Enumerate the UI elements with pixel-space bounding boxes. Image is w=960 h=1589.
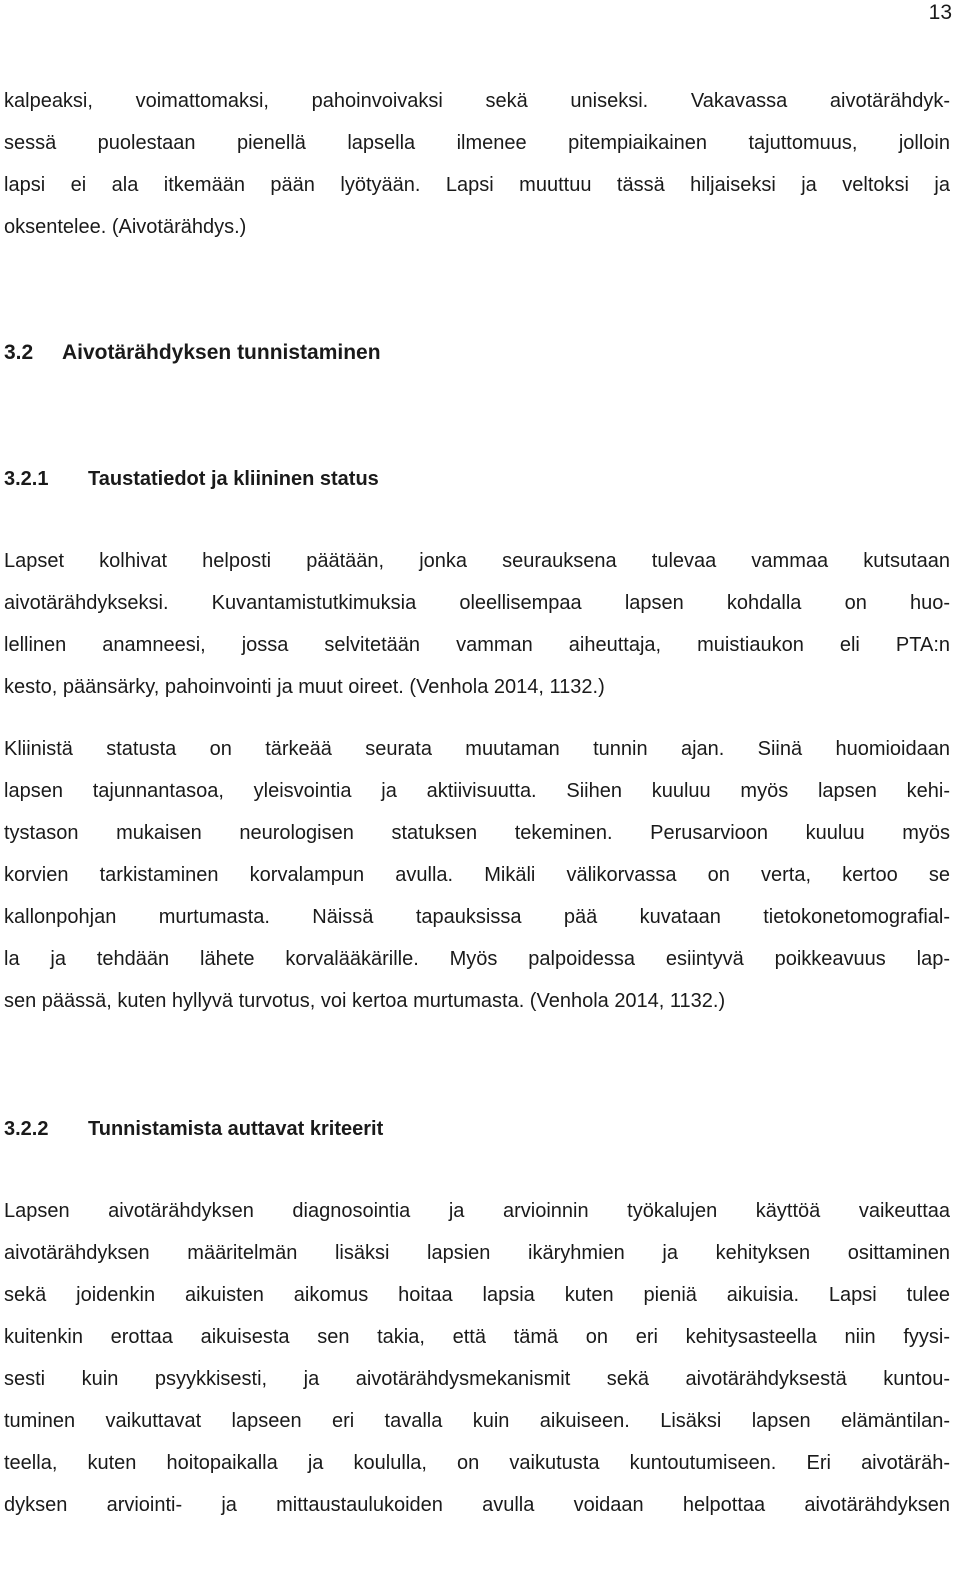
text-line: oksentelee. (Aivotärähdys.) xyxy=(4,216,247,238)
section-number: 3.2.2 xyxy=(4,1118,49,1140)
text-line: aivotärähdykseksi. Kuvantamistutkimuksia oleellisempaa lapsen kohdalla on huo- xyxy=(4,592,950,614)
text-line: kallonpohjan murtumasta. Näissä tapauksissa pää kuvataan tietokonetomografial- xyxy=(4,906,950,928)
text-line: tystason mukaisen neurologisen statuksen tekeminen. Perusarvioon kuuluu myös xyxy=(4,822,950,844)
paragraph xyxy=(4,1190,950,1526)
text-line: sessä puolestaan pienellä lapsella ilmenee pitempiaikainen tajuttomuus, jolloin xyxy=(4,132,950,154)
text-line: sekä joidenkin aikuisten aikomus hoitaa lapsia kuten pieniä aikuisia. Lapsi tulee xyxy=(4,1284,950,1306)
text-line: sen päässä, kuten hyllyvä turvotus, voi kertoa murtumasta. (Venhola 2014, 1132.) xyxy=(4,990,726,1012)
intro-paragraph xyxy=(4,80,950,248)
text-line: teella, kuten hoitopaikalla ja koululla, on vaikutusta kuntoutumiseen. Eri aivotäräh- xyxy=(4,1452,950,1474)
text-line: lapsi ei ala itkemään pään lyötyään. Lapsi muuttuu tässä hiljaiseksi ja veltoksi ja xyxy=(4,174,950,196)
document-body xyxy=(4,80,950,1526)
text-line: lellinen anamneesi, jossa selvitetään vamman aiheuttaja, muistiaukon eli PTA:n xyxy=(4,634,950,656)
section-title: Tunnistamista auttavat kriteerit xyxy=(88,1118,384,1140)
paragraph xyxy=(4,728,950,1022)
text-line: lapsen tajunnantasoa, yleisvointia ja aktiivisuutta. Siihen kuuluu myös lapsen kehi- xyxy=(4,780,950,802)
text-line: Kliinistä statusta on tärkeää seurata muutaman tunnin ajan. Siinä huomioidaan xyxy=(4,738,950,760)
text-line: kalpeaksi, voimattomaksi, pahoinvoivaksi sekä uniseksi. Vakavassa aivotärähdyk- xyxy=(4,90,950,112)
section-title: Aivotärähdyksen tunnistaminen xyxy=(62,341,381,364)
section-heading-3-2-2 xyxy=(4,1108,950,1150)
text-line: kesto, päänsärky, pahoinvointi ja muut oireet. (Venhola 2014, 1132.) xyxy=(4,676,605,698)
text-line: sesti kuin psyykkisesti, ja aivotärähdysmekanismit sekä aivotärähdyksestä kuntou- xyxy=(4,1368,950,1390)
section-title: Taustatiedot ja kliininen status xyxy=(88,468,379,490)
section-number: 3.2 xyxy=(4,341,34,364)
text-line: aivotärähdyksen määritelmän lisäksi lapsien ikäryhmien ja kehityksen osittaminen xyxy=(4,1242,950,1264)
text-line: tuminen vaikuttavat lapseen eri tavalla kuin aikuiseen. Lisäksi lapsen elämäntilan- xyxy=(4,1410,950,1432)
paragraph xyxy=(4,540,950,708)
text-line: la ja tehdään lähete korvalääkärille. Myös palpoidessa esiintyvä poikkeavuus lap- xyxy=(4,948,950,970)
text-line: Lapsen aivotärähdyksen diagnosointia ja arvioinnin työkalujen käyttöä vaikeuttaa xyxy=(4,1200,950,1222)
text-line: dyksen arviointi- ja mittaustaulukoiden avulla voidaan helpottaa aivotärähdyksen xyxy=(4,1494,950,1516)
text-line: kuitenkin erottaa aikuisesta sen takia, että tämä on eri kehitysasteella niin fyysi- xyxy=(4,1326,950,1348)
page-number: 13 xyxy=(928,1,952,24)
text-line: korvien tarkistaminen korvalampun avulla. Mikäli välikorvassa on verta, kertoo se xyxy=(4,864,950,886)
section-heading-3-2 xyxy=(4,332,950,374)
section-heading-3-2-1 xyxy=(4,458,950,500)
text-line: Lapset kolhivat helposti päätään, jonka seurauksena tulevaa vammaa kutsutaan xyxy=(4,550,950,572)
section-number: 3.2.1 xyxy=(4,468,49,490)
